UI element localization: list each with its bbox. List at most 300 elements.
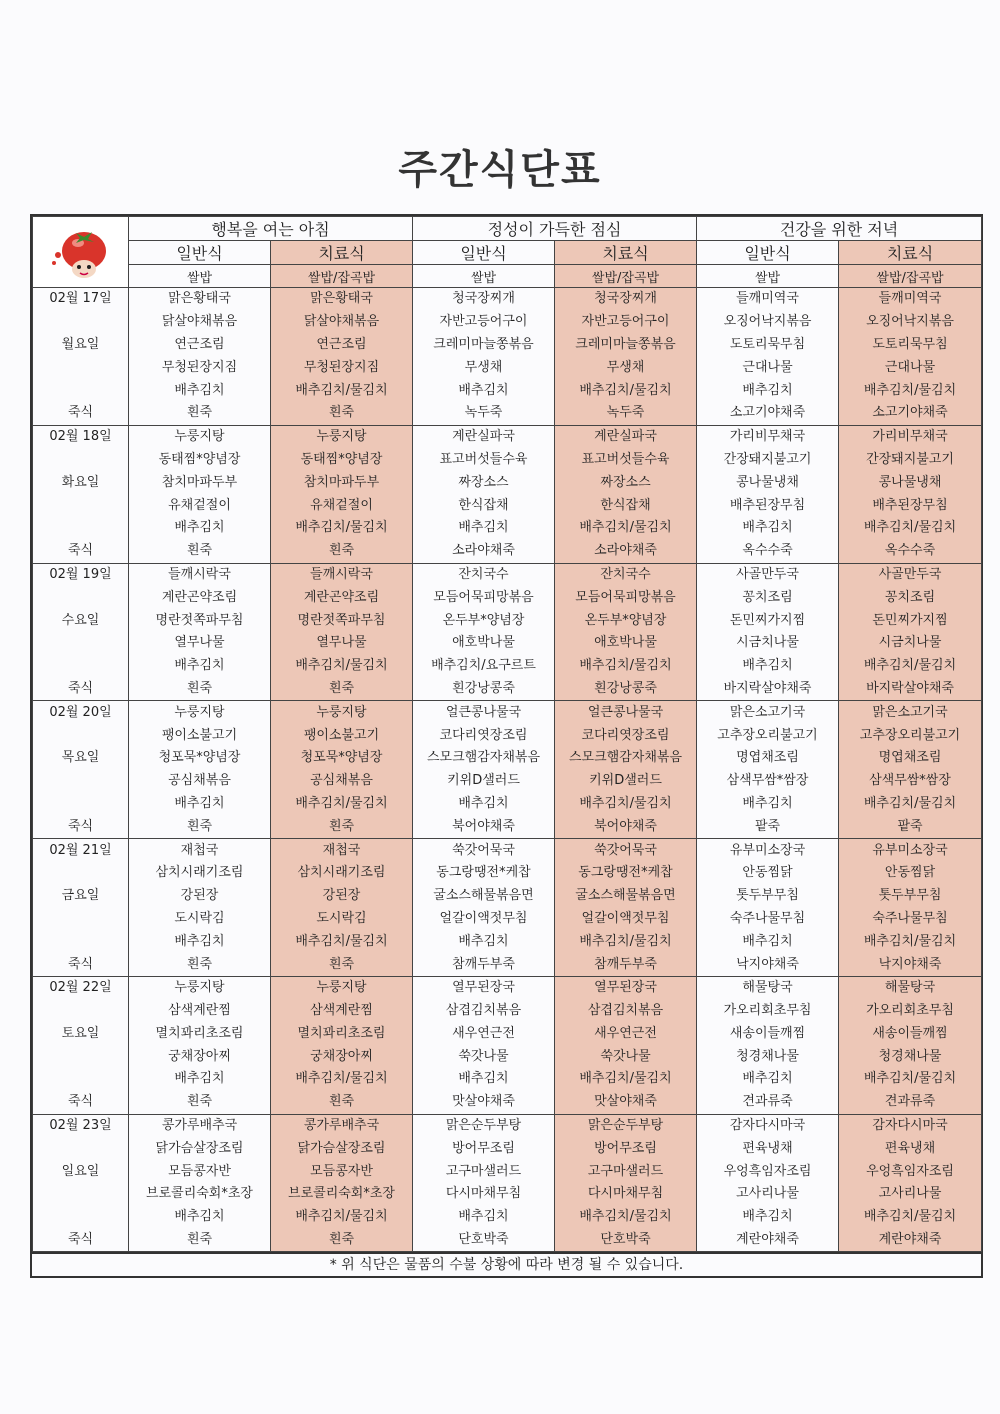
menu-item: 팥죽 xyxy=(839,815,982,838)
menu-item: 새우연근전 xyxy=(413,1023,555,1046)
menu-item: 동그랑땡전*케찹 xyxy=(555,862,697,885)
menu-row xyxy=(33,885,982,908)
menu-item: 해물탕국 xyxy=(697,976,839,999)
menu-item: 도토리묵무침 xyxy=(839,334,982,357)
day-date: 02월 23일 xyxy=(33,1114,129,1137)
menu-item: 꽁치조림 xyxy=(839,586,982,609)
menu-item: 삼겹김치볶음 xyxy=(413,1000,555,1023)
lunch-general-header: 일반식 xyxy=(413,241,555,265)
menu-row xyxy=(33,770,982,793)
menu-item: 고사리나물 xyxy=(697,1183,839,1206)
menu-item: 소고기야채죽 xyxy=(839,402,982,425)
menu-item: 배추김치 xyxy=(697,793,839,816)
day-label-spacer xyxy=(33,1183,129,1206)
menu-row xyxy=(33,747,982,770)
menu-item: 오징어낙지볶음 xyxy=(839,311,982,334)
menu-item: 팽이소불고기 xyxy=(271,724,413,747)
day-label-spacer xyxy=(33,655,129,678)
menu-item: 단호박죽 xyxy=(413,1229,555,1252)
menu-item: 숙주나물무침 xyxy=(839,908,982,931)
menu-item: 흰죽 xyxy=(271,1091,413,1114)
day-weekday: 일요일 xyxy=(33,1160,129,1183)
day-date: 02월 20일 xyxy=(33,701,129,724)
menu-item: 배추김치/물김치 xyxy=(839,930,982,953)
menu-item: 잔치국수 xyxy=(555,563,697,586)
menu-item: 다시마채무침 xyxy=(413,1183,555,1206)
page-title: 주간식단표 xyxy=(398,147,602,193)
menu-item: 배추김치/물김치 xyxy=(271,379,413,402)
menu-item: 명엽채조림 xyxy=(839,747,982,770)
menu-row xyxy=(33,540,982,563)
menu-item: 콩가루배추국 xyxy=(271,1114,413,1137)
menu-item: 새우연근전 xyxy=(555,1023,697,1046)
menu-item: 새송이들깨찜 xyxy=(697,1023,839,1046)
menu-item: 애호박나물 xyxy=(555,632,697,655)
menu-item: 가오리회초무침 xyxy=(839,1000,982,1023)
menu-item: 도시락김 xyxy=(271,908,413,931)
menu-item: 흰죽 xyxy=(129,953,271,976)
porridge-label: 죽식 xyxy=(33,1229,129,1252)
menu-row xyxy=(33,334,982,357)
menu-item: 굴소스해물볶음면 xyxy=(413,885,555,908)
menu-item: 연근조림 xyxy=(129,334,271,357)
menu-row xyxy=(33,632,982,655)
menu-item: 북어야채죽 xyxy=(555,815,697,838)
menu-item: 고구마샐러드 xyxy=(413,1160,555,1183)
menu-item: 배추김치/물김치 xyxy=(271,517,413,540)
menu-item: 누룽지탕 xyxy=(271,425,413,448)
menu-item: 소고기야채죽 xyxy=(697,402,839,425)
menu-item: 배추김치 xyxy=(413,517,555,540)
menu-item: 흰죽 xyxy=(129,402,271,425)
breakfast-general-rice: 쌀밥 xyxy=(129,265,271,288)
menu-item: 멸치꽈리초조림 xyxy=(129,1023,271,1046)
breakfast-therapy-rice: 쌀밥/잡곡밥 xyxy=(271,265,413,288)
menu-row xyxy=(33,311,982,334)
menu-item: 자반고등어구이 xyxy=(413,311,555,334)
menu-item: 가리비무채국 xyxy=(697,425,839,448)
menu-row xyxy=(33,517,982,540)
menu-item: 배추김치/물김치 xyxy=(555,379,697,402)
menu-item: 강된장 xyxy=(129,885,271,908)
menu-item: 들깨시락국 xyxy=(129,563,271,586)
menu-row xyxy=(33,793,982,816)
menu-item: 얼갈이액젓무침 xyxy=(413,908,555,931)
day-label-spacer xyxy=(33,1045,129,1068)
menu-item: 배추김치/물김치 xyxy=(271,1068,413,1091)
menu-item: 팥죽 xyxy=(697,815,839,838)
menu-sheet xyxy=(30,214,983,1278)
menu-item: 계란실파국 xyxy=(555,425,697,448)
menu-item: 재첩국 xyxy=(129,839,271,862)
menu-row xyxy=(33,839,982,862)
menu-item: 맑은순두부탕 xyxy=(413,1114,555,1137)
menu-item: 새송이들깨찜 xyxy=(839,1023,982,1046)
menu-row xyxy=(33,953,982,976)
menu-item: 명란젓쪽파무침 xyxy=(271,609,413,632)
menu-item: 청경채나물 xyxy=(697,1045,839,1068)
menu-item: 맑은황태국 xyxy=(271,288,413,311)
menu-row xyxy=(33,908,982,931)
dinner-therapy-rice: 쌀밥/잡곡밥 xyxy=(839,265,982,288)
menu-item: 간장돼지불고기 xyxy=(697,449,839,472)
menu-row xyxy=(33,724,982,747)
menu-item: 간장돼지불고기 xyxy=(839,449,982,472)
menu-item: 명엽채조림 xyxy=(697,747,839,770)
day-label-spacer xyxy=(33,517,129,540)
menu-item: 열무된장국 xyxy=(555,976,697,999)
dinner-general-header: 일반식 xyxy=(697,241,839,265)
menu-item: 흰죽 xyxy=(271,1229,413,1252)
menu-item: 녹두죽 xyxy=(413,402,555,425)
menu-item: 다시마채무침 xyxy=(555,1183,697,1206)
menu-item: 오징어낙지볶음 xyxy=(697,311,839,334)
menu-item: 소라야채죽 xyxy=(413,540,555,563)
menu-item: 누룽지탕 xyxy=(129,425,271,448)
menu-item: 근대나물 xyxy=(697,356,839,379)
menu-item: 명란젓쪽파무침 xyxy=(129,609,271,632)
menu-item: 돈민찌가지찜 xyxy=(697,609,839,632)
menu-item: 가리비무채국 xyxy=(839,425,982,448)
menu-row xyxy=(33,586,982,609)
menu-row xyxy=(33,1206,982,1229)
menu-row xyxy=(33,976,982,999)
menu-item: 단호박죽 xyxy=(555,1229,697,1252)
day-label-spacer xyxy=(33,724,129,747)
menu-item: 고구마샐러드 xyxy=(555,1160,697,1183)
menu-item: 도시락김 xyxy=(129,908,271,931)
day-label-spacer xyxy=(33,586,129,609)
menu-item: 바지락살야채죽 xyxy=(697,678,839,701)
menu-item: 맑은소고기국 xyxy=(697,701,839,724)
menu-item: 삼치시래기조림 xyxy=(271,862,413,885)
menu-item: 참치마파두부 xyxy=(271,471,413,494)
menu-item: 시금치나물 xyxy=(697,632,839,655)
menu-row xyxy=(33,1229,982,1252)
menu-item: 키위D샐러드 xyxy=(555,770,697,793)
menu-item: 공심채볶음 xyxy=(129,770,271,793)
menu-item: 참깨두부죽 xyxy=(413,953,555,976)
porridge-label: 죽식 xyxy=(33,678,129,701)
menu-item: 배추김치/물김치 xyxy=(555,517,697,540)
menu-item: 사골만두국 xyxy=(697,563,839,586)
lunch-therapy-rice: 쌀밥/잡곡밥 xyxy=(555,265,697,288)
menu-item: 얼큰콩나물국 xyxy=(555,701,697,724)
menu-item: 유부미소장국 xyxy=(697,839,839,862)
menu-item: 배추김치/물김치 xyxy=(555,655,697,678)
menu-item: 굴소스해물볶음면 xyxy=(555,885,697,908)
day-label-spacer xyxy=(33,908,129,931)
menu-item: 배추김치 xyxy=(129,930,271,953)
menu-item: 잔치국수 xyxy=(413,563,555,586)
menu-row xyxy=(33,402,982,425)
day-weekday: 월요일 xyxy=(33,334,129,357)
menu-item: 흰죽 xyxy=(129,1229,271,1252)
menu-item: 닭살야채볶음 xyxy=(129,311,271,334)
lunch-general-rice: 쌀밥 xyxy=(413,265,555,288)
day-weekday: 금요일 xyxy=(33,885,129,908)
menu-item: 배추김치/물김치 xyxy=(271,1206,413,1229)
menu-item: 사골만두국 xyxy=(839,563,982,586)
menu-item: 흰죽 xyxy=(129,1091,271,1114)
menu-item: 배추김치 xyxy=(413,793,555,816)
menu-item: 열무나물 xyxy=(129,632,271,655)
menu-item: 고추장오리불고기 xyxy=(839,724,982,747)
day-date: 02월 18일 xyxy=(33,425,129,448)
menu-item: 자반고등어구이 xyxy=(555,311,697,334)
menu-item: 배추김치 xyxy=(129,379,271,402)
menu-row xyxy=(33,494,982,517)
menu-item: 흰죽 xyxy=(129,678,271,701)
menu-item: 쑥갓나물 xyxy=(413,1045,555,1068)
menu-item: 흰죽 xyxy=(129,540,271,563)
menu-item: 유채겉절이 xyxy=(271,494,413,517)
day-label-spacer xyxy=(33,862,129,885)
menu-row xyxy=(33,609,982,632)
menu-item: 누룽지탕 xyxy=(271,976,413,999)
menu-item: 배추김치 xyxy=(413,379,555,402)
menu-row xyxy=(33,930,982,953)
menu-item: 배추김치 xyxy=(129,793,271,816)
menu-item: 누룽지탕 xyxy=(129,976,271,999)
menu-item: 맛살야채죽 xyxy=(413,1091,555,1114)
menu-item: 모듬콩자반 xyxy=(129,1160,271,1183)
breakfast-therapy-header: 치료식 xyxy=(271,241,413,265)
menu-item: 방어무조림 xyxy=(555,1137,697,1160)
day-label-spacer xyxy=(33,449,129,472)
menu-item: 낙지야채죽 xyxy=(697,953,839,976)
menu-item: 배추김치 xyxy=(697,379,839,402)
menu-item: 맑은황태국 xyxy=(129,288,271,311)
dinner-therapy-header: 치료식 xyxy=(839,241,982,265)
menu-item: 배추김치/물김치 xyxy=(839,1206,982,1229)
menu-item: 참깨두부죽 xyxy=(555,953,697,976)
menu-row xyxy=(33,1023,982,1046)
menu-item: 흰죽 xyxy=(271,402,413,425)
menu-row xyxy=(33,425,982,448)
menu-item: 배추된장무침 xyxy=(839,494,982,517)
menu-item: 배추김치/물김치 xyxy=(839,793,982,816)
menu-item: 얼갈이액젓무침 xyxy=(555,908,697,931)
day-weekday: 목요일 xyxy=(33,747,129,770)
menu-item: 무생채 xyxy=(413,356,555,379)
menu-item: 흰죽 xyxy=(129,815,271,838)
menu-item: 흰강낭콩죽 xyxy=(413,678,555,701)
menu-item: 도토리묵무침 xyxy=(697,334,839,357)
menu-change-note: * 위 식단은 물품의 수불 상황에 따라 변경 될 수 있습니다. xyxy=(32,1252,981,1276)
menu-item: 콩나물냉채 xyxy=(839,471,982,494)
menu-item: 크레미마늘쫑볶음 xyxy=(555,334,697,357)
menu-item: 톳두부무침 xyxy=(839,885,982,908)
menu-item: 동태찜*양념장 xyxy=(129,449,271,472)
dinner-header: 건강을 위한 저녁 xyxy=(697,217,982,241)
menu-item: 배추김치/물김치 xyxy=(271,655,413,678)
menu-item: 스모크햄감자채볶음 xyxy=(555,747,697,770)
menu-item: 배추김치/물김치 xyxy=(555,1068,697,1091)
menu-item: 배추김치 xyxy=(697,517,839,540)
menu-item: 들깨미역국 xyxy=(839,288,982,311)
menu-item: 안동찜닭 xyxy=(697,862,839,885)
day-label-spacer xyxy=(33,770,129,793)
menu-item: 톳두부무침 xyxy=(697,885,839,908)
porridge-label: 죽식 xyxy=(33,540,129,563)
day-label-spacer xyxy=(33,930,129,953)
menu-item: 견과류죽 xyxy=(697,1091,839,1114)
menu-item: 배추김치 xyxy=(697,1068,839,1091)
menu-item: 계란곤약조림 xyxy=(129,586,271,609)
menu-row xyxy=(33,288,982,311)
menu-table xyxy=(32,216,982,1252)
menu-item: 연근조림 xyxy=(271,334,413,357)
menu-item: 청국장찌개 xyxy=(413,288,555,311)
menu-item: 배추김치/물김치 xyxy=(555,1206,697,1229)
menu-row xyxy=(33,1091,982,1114)
menu-row xyxy=(33,815,982,838)
menu-item: 표고버섯들수육 xyxy=(413,449,555,472)
menu-item: 강된장 xyxy=(271,885,413,908)
menu-item: 닭가슴살장조림 xyxy=(129,1137,271,1160)
menu-item: 계란곤약조림 xyxy=(271,586,413,609)
menu-item: 숙주나물무침 xyxy=(697,908,839,931)
menu-item: 모듬콩자반 xyxy=(271,1160,413,1183)
menu-body xyxy=(33,288,982,1252)
menu-item: 배추김치 xyxy=(697,1206,839,1229)
menu-item: 열무된장국 xyxy=(413,976,555,999)
menu-item: 키위D샐러드 xyxy=(413,770,555,793)
porridge-label: 죽식 xyxy=(33,953,129,976)
menu-item: 흰강낭콩죽 xyxy=(555,678,697,701)
menu-row xyxy=(33,701,982,724)
menu-item: 녹두죽 xyxy=(555,402,697,425)
menu-item: 배추김치 xyxy=(129,517,271,540)
menu-item: 팽이소불고기 xyxy=(129,724,271,747)
menu-item: 배추김치/물김치 xyxy=(271,793,413,816)
day-weekday: 화요일 xyxy=(33,471,129,494)
menu-row xyxy=(33,862,982,885)
menu-item: 맑은순두부탕 xyxy=(555,1114,697,1137)
menu-item: 삼치시래기조림 xyxy=(129,862,271,885)
day-label-spacer xyxy=(33,356,129,379)
menu-item: 닭가슴살장조림 xyxy=(271,1137,413,1160)
menu-item: 견과류죽 xyxy=(839,1091,982,1114)
menu-item: 낙지야채죽 xyxy=(839,953,982,976)
menu-item: 한식잡채 xyxy=(413,494,555,517)
menu-item: 쑥갓어묵국 xyxy=(413,839,555,862)
menu-item: 애호박나물 xyxy=(413,632,555,655)
menu-row xyxy=(33,1068,982,1091)
menu-item: 청포묵*양념장 xyxy=(271,747,413,770)
menu-row xyxy=(33,1160,982,1183)
menu-item: 꽁치조림 xyxy=(697,586,839,609)
menu-item: 얼큰콩나물국 xyxy=(413,701,555,724)
menu-item: 동그랑땡전*케찹 xyxy=(413,862,555,885)
menu-item: 근대나물 xyxy=(839,356,982,379)
menu-item: 들깨미역국 xyxy=(697,288,839,311)
menu-item: 배추김치 xyxy=(413,1068,555,1091)
menu-item: 배추김치 xyxy=(413,1206,555,1229)
menu-item: 들깨시락국 xyxy=(271,563,413,586)
menu-item: 짜장소스 xyxy=(555,471,697,494)
menu-item: 우엉흑임자조림 xyxy=(839,1160,982,1183)
day-weekday: 수요일 xyxy=(33,609,129,632)
menu-item: 해물탕국 xyxy=(839,976,982,999)
menu-row xyxy=(33,471,982,494)
menu-item: 삼색계란찜 xyxy=(271,1000,413,1023)
menu-item: 감자다시마국 xyxy=(697,1114,839,1137)
menu-item: 궁채장아찌 xyxy=(271,1045,413,1068)
menu-item: 크레미마늘쫑볶음 xyxy=(413,334,555,357)
menu-item: 모듬어묵피망볶음 xyxy=(555,586,697,609)
menu-item: 흰죽 xyxy=(271,815,413,838)
menu-item: 재첩국 xyxy=(271,839,413,862)
menu-item: 콩나물냉채 xyxy=(697,471,839,494)
menu-item: 계란야채죽 xyxy=(697,1229,839,1252)
menu-item: 삼겹김치볶음 xyxy=(555,1000,697,1023)
menu-item: 스모크햄감자채볶음 xyxy=(413,747,555,770)
day-label-spacer xyxy=(33,494,129,517)
menu-item: 맛살야채죽 xyxy=(555,1091,697,1114)
menu-item: 누룽지탕 xyxy=(129,701,271,724)
menu-item: 편육냉채 xyxy=(697,1137,839,1160)
menu-item: 브로콜리숙회*초장 xyxy=(129,1183,271,1206)
menu-item: 고추장오리불고기 xyxy=(697,724,839,747)
menu-item: 방어무조림 xyxy=(413,1137,555,1160)
menu-row xyxy=(33,655,982,678)
menu-item: 한식잡채 xyxy=(555,494,697,517)
menu-item: 유채겉절이 xyxy=(129,494,271,517)
menu-item: 배추된장무침 xyxy=(697,494,839,517)
menu-item: 옥수수죽 xyxy=(697,540,839,563)
menu-item: 배추김치 xyxy=(129,1068,271,1091)
menu-item: 계란야채죽 xyxy=(839,1229,982,1252)
menu-item: 배추김치 xyxy=(697,930,839,953)
menu-item: 북어야채죽 xyxy=(413,815,555,838)
menu-item: 짜장소스 xyxy=(413,471,555,494)
menu-item: 공심채볶음 xyxy=(271,770,413,793)
menu-row xyxy=(33,449,982,472)
menu-item: 청국장찌개 xyxy=(555,288,697,311)
menu-item: 돈민찌가지찜 xyxy=(839,609,982,632)
menu-item: 코다리엿장조림 xyxy=(413,724,555,747)
menu-item: 닭살야채볶음 xyxy=(271,311,413,334)
menu-row xyxy=(33,1183,982,1206)
menu-item: 바지락살야채죽 xyxy=(839,678,982,701)
day-label-spacer xyxy=(33,632,129,655)
porridge-label: 죽식 xyxy=(33,815,129,838)
menu-item: 배추김치/물김치 xyxy=(555,793,697,816)
menu-item: 참치마파두부 xyxy=(129,471,271,494)
menu-item: 배추김치/물김치 xyxy=(839,517,982,540)
menu-item: 누룽지탕 xyxy=(271,701,413,724)
menu-row xyxy=(33,1137,982,1160)
breakfast-header: 행복을 여는 아침 xyxy=(129,217,413,241)
menu-item: 동태찜*양념장 xyxy=(271,449,413,472)
dinner-general-rice: 쌀밥 xyxy=(697,265,839,288)
menu-item: 배추김치/물김치 xyxy=(839,655,982,678)
day-label-spacer xyxy=(33,379,129,402)
menu-row xyxy=(33,379,982,402)
menu-item: 가오리회초무침 xyxy=(697,1000,839,1023)
menu-item: 안동찜닭 xyxy=(839,862,982,885)
menu-row xyxy=(33,1000,982,1023)
menu-item: 배추김치 xyxy=(129,655,271,678)
menu-item: 유부미소장국 xyxy=(839,839,982,862)
menu-item: 우엉흑임자조림 xyxy=(697,1160,839,1183)
porridge-label: 죽식 xyxy=(33,1091,129,1114)
menu-item: 궁채장아찌 xyxy=(129,1045,271,1068)
day-label-spacer xyxy=(33,1137,129,1160)
lunch-header: 정성이 가득한 점심 xyxy=(413,217,697,241)
